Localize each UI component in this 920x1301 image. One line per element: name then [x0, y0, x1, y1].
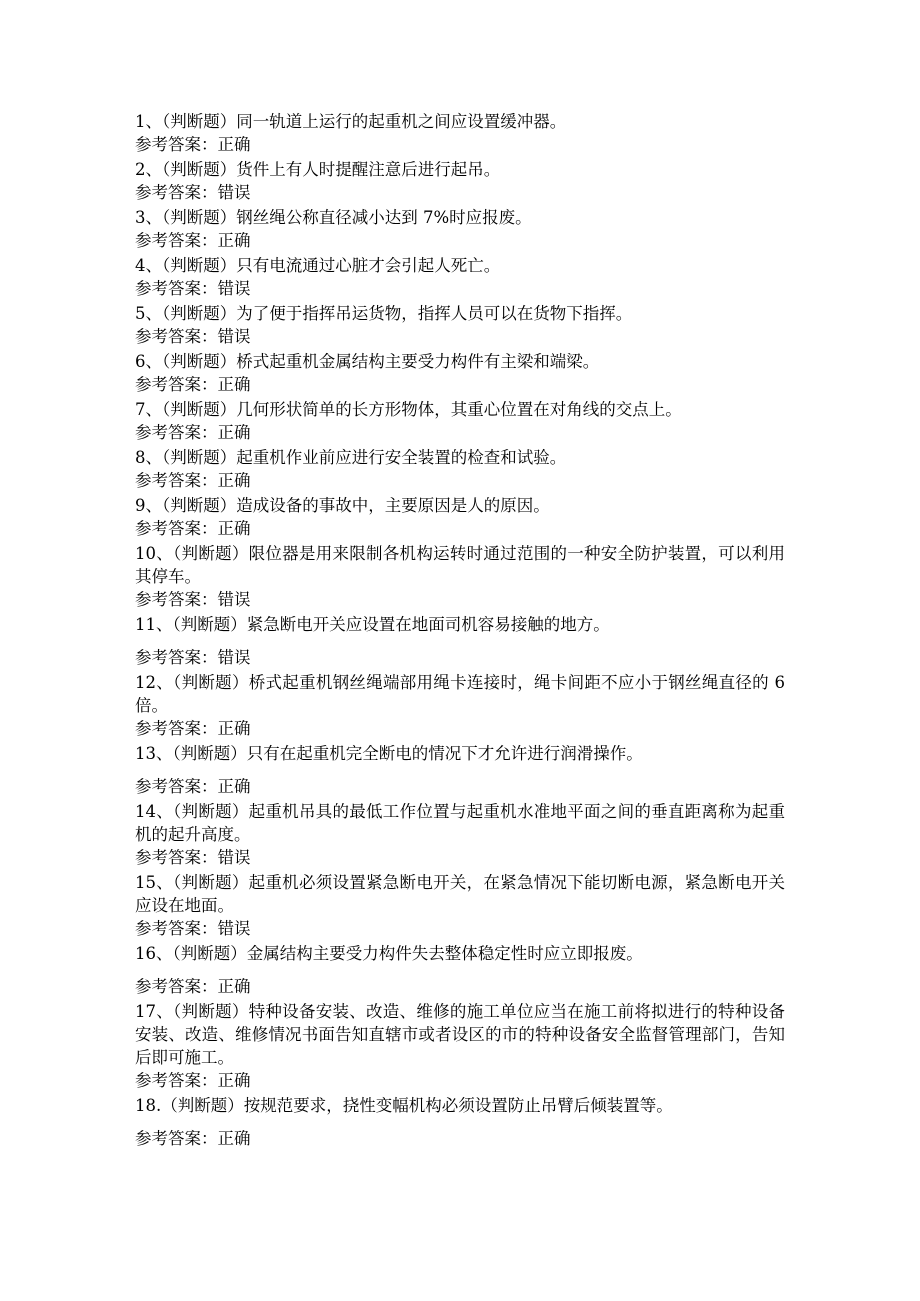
- answer-prefix: 参考答案：: [135, 1071, 218, 1090]
- answer-prefix: 参考答案：: [135, 183, 218, 202]
- answer-prefix: 参考答案：: [135, 231, 218, 250]
- answer-value: 正确: [217, 1071, 251, 1090]
- question-item-13: [135, 742, 785, 798]
- answer-prefix: 参考答案：: [135, 327, 218, 346]
- answer-value: 错误: [217, 327, 251, 346]
- answer-value: 错误: [217, 590, 251, 609]
- answer-prefix: 参考答案：: [135, 279, 218, 298]
- answer-line: [135, 975, 785, 998]
- answer-line: [135, 775, 785, 798]
- question-text: 1、（判断题）同一轨道上运行的起重机之间应设置缓冲器。: [135, 112, 567, 131]
- question-item-9: [135, 494, 785, 540]
- answer-value: 错误: [217, 848, 251, 867]
- answer-prefix: 参考答案：: [135, 471, 218, 490]
- answer-value: 错误: [217, 919, 251, 938]
- question-item-10: [135, 542, 785, 611]
- question-item-2: [135, 158, 785, 204]
- question-item-11: [135, 613, 785, 669]
- question-item-8: [135, 446, 785, 492]
- answer-line: [135, 1069, 785, 1092]
- question-item-3: [135, 206, 785, 252]
- question-text: 12、（判断题）桥式起重机钢丝绳端部用绳卡连接时，绳卡间距不应小于钢丝绳直径的 6 倍。: [135, 673, 785, 715]
- answer-value: 正确: [217, 471, 251, 490]
- answer-value: 正确: [217, 977, 251, 996]
- question-item-14: [135, 800, 785, 869]
- answer-line: [135, 133, 785, 156]
- answer-prefix: 参考答案：: [135, 375, 218, 394]
- question-text: 2、（判断题）货件上有人时提醒注意后进行起吊。: [135, 160, 501, 179]
- question-text: 9、（判断题）造成设备的事故中，主要原因是人的原因。: [135, 496, 550, 515]
- answer-value: 错误: [217, 279, 251, 298]
- answer-line: [135, 421, 785, 444]
- question-text: 4、（判断题）只有电流通过心脏才会引起人死亡。: [135, 256, 501, 275]
- answer-prefix: 参考答案：: [135, 423, 218, 442]
- question-text: 18.（判断题）按规范要求，挠性变幅机构必须设置防止吊臂后倾装置等。: [135, 1096, 673, 1115]
- question-text: 16、（判断题）金属结构主要受力构件失去整体稳定性时应立即报废。: [135, 944, 643, 963]
- answer-value: 正确: [217, 777, 251, 796]
- answer-prefix: 参考答案：: [135, 977, 218, 996]
- answer-line: [135, 277, 785, 300]
- answer-value: 错误: [217, 648, 251, 667]
- answer-line: [135, 846, 785, 869]
- answer-line: [135, 469, 785, 492]
- answer-prefix: 参考答案：: [135, 590, 218, 609]
- answer-line: [135, 517, 785, 540]
- answer-prefix: 参考答案：: [135, 719, 218, 738]
- answer-value: 正确: [217, 519, 251, 538]
- answer-prefix: 参考答案：: [135, 135, 218, 154]
- question-text: 5、（判断题）为了便于指挥吊运货物，指挥人员可以在货物下指挥。: [135, 304, 633, 323]
- answer-value: 正确: [217, 1129, 251, 1148]
- answer-prefix: 参考答案：: [135, 519, 218, 538]
- answer-value: 错误: [217, 183, 251, 202]
- question-item-4: [135, 254, 785, 300]
- answer-line: [135, 181, 785, 204]
- answer-value: 正确: [217, 231, 251, 250]
- question-text: 3、（判断题）钢丝绳公称直径减小达到 7%时应报废。: [135, 208, 532, 227]
- answer-prefix: 参考答案：: [135, 648, 218, 667]
- answer-line: [135, 717, 785, 740]
- answer-line: [135, 1127, 785, 1150]
- question-list: [135, 110, 785, 1152]
- answer-value: 正确: [217, 719, 251, 738]
- question-text: 8、（判断题）起重机作业前应进行安全装置的检查和试验。: [135, 448, 567, 467]
- answer-prefix: 参考答案：: [135, 1129, 218, 1148]
- question-item-1: [135, 110, 785, 156]
- question-item-16: [135, 942, 785, 998]
- question-item-18: [135, 1094, 785, 1150]
- answer-value: 正确: [217, 135, 251, 154]
- question-text: 10、（判断题）限位器是用来限制各机构运转时通过范围的一种安全防护装置，可以利用其停车。: [135, 544, 785, 586]
- question-text: 17、（判断题）特种设备安装、改造、维修的施工单位应当在施工前将拟进行的特种设备安装、改造、维修情况书面告知直辖市或者设区的市的特种设备安全监督管理部门，告知后即可施工。: [135, 1002, 785, 1067]
- answer-value: 正确: [217, 375, 251, 394]
- answer-line: [135, 646, 785, 669]
- question-item-17: [135, 1000, 785, 1092]
- question-text: 6、（判断题）桥式起重机金属结构主要受力构件有主梁和端梁。: [135, 352, 600, 371]
- question-item-12: [135, 671, 785, 740]
- question-text: 15、（判断题）起重机必须设置紧急断电开关，在紧急情况下能切断电源，紧急断电开关应设在地面。: [135, 873, 785, 915]
- answer-prefix: 参考答案：: [135, 848, 218, 867]
- question-item-15: [135, 871, 785, 940]
- answer-line: [135, 917, 785, 940]
- answer-line: [135, 325, 785, 348]
- question-item-7: [135, 398, 785, 444]
- question-text: 11、（判断题）紧急断电开关应设置在地面司机容易接触的地方。: [135, 615, 610, 634]
- answer-prefix: 参考答案：: [135, 919, 218, 938]
- question-item-5: [135, 302, 785, 348]
- answer-line: [135, 588, 785, 611]
- question-text: 13、（判断题）只有在起重机完全断电的情况下才允许进行润滑操作。: [135, 744, 643, 763]
- answer-prefix: 参考答案：: [135, 777, 218, 796]
- question-text: 14、（判断题）起重机吊具的最低工作位置与起重机水准地平面之间的垂直距离称为起重机的起升高度。: [135, 802, 785, 844]
- answer-value: 正确: [217, 423, 251, 442]
- question-text: 7、（判断题）几何形状简单的长方形物体，其重心位置在对角线的交点上。: [135, 400, 682, 419]
- answer-line: [135, 373, 785, 396]
- answer-line: [135, 229, 785, 252]
- question-item-6: [135, 350, 785, 396]
